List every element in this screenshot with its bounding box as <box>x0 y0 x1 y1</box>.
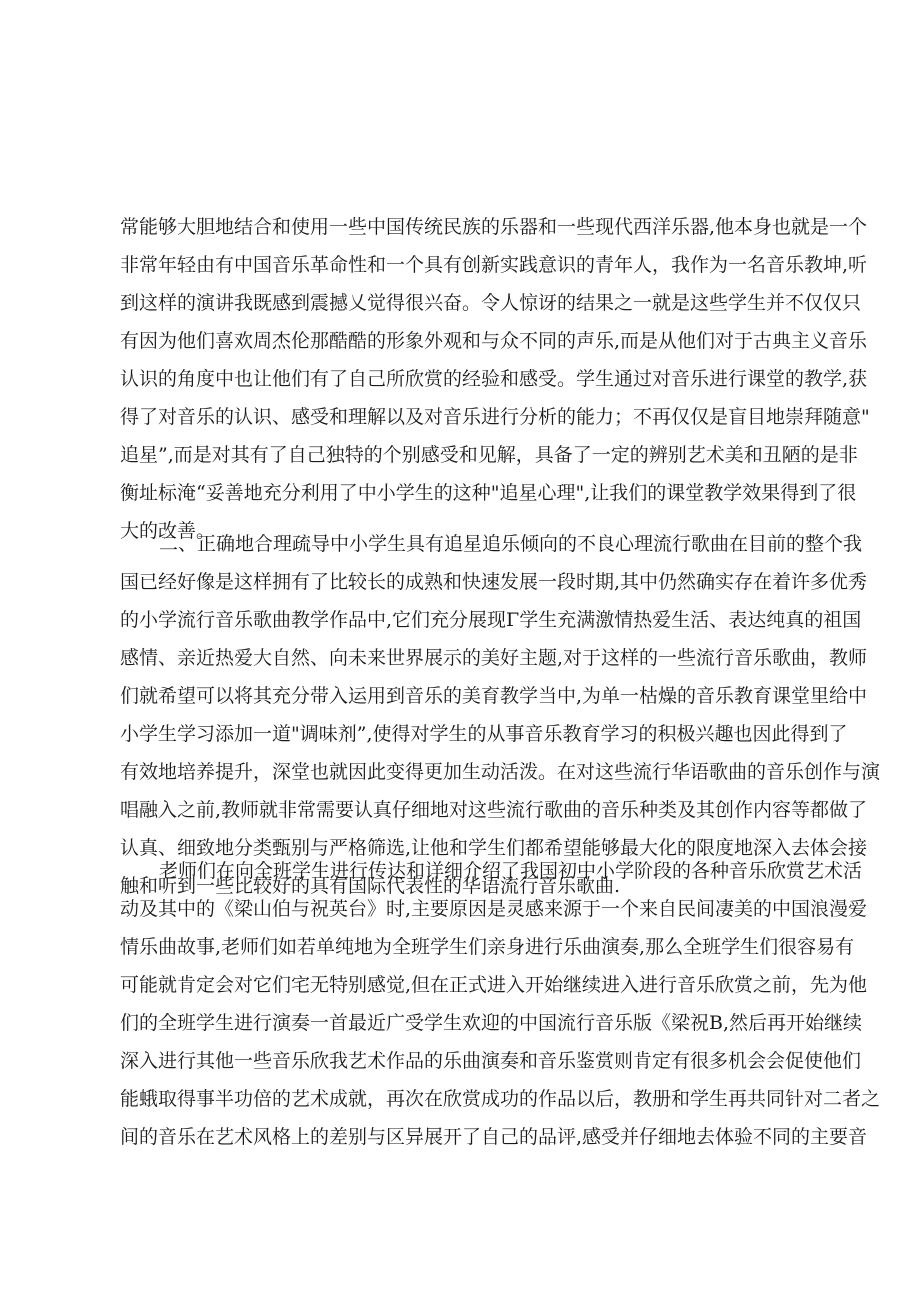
text-line: 间的音乐在艺术风格上的差别与区异展开了自己的品评,感受并仔细地去体验不同的主要音 <box>120 1126 868 1148</box>
text-line: 追星”,而是对其有了自己独特的个别感受和见解，具备了一定的辨别艺术美和丑陋的是非 <box>120 444 858 466</box>
text-line: 们的全班学生进行演奏一首最近广受学生欢迎的中国流行音乐版《梁祝B,然后再开始继续 <box>120 1012 863 1034</box>
text-line: 唱融入之前,教师就非常需要认真仔细地对这些流行歌曲的音乐种类及其创作内容等都做了 <box>120 799 868 821</box>
text-line: 衡址标淹“妥善地充分利用了中小学生的这种"追星心理",让我们的课堂教学效果得到了很 <box>120 482 857 504</box>
text-line: 有因为他们喜欢周杰伦那酷酷的形象外观和与众不同的声乐,而是从他们对于古典主义音乐 <box>120 330 868 352</box>
text-line: 认识的角度中也让他们有了自己所欣赏的经验和感受。学生通过对音乐进行课堂的教学,获 <box>120 368 868 390</box>
text-line: 可能就肯定会对它们宅无特别感觉,但在正式进入开始继续进入进行音乐欣赏之前，先为他 <box>120 974 868 996</box>
text-line: 触和听到一些比较好的具有国际代表性的华语流行音乐歌曲. <box>120 875 621 897</box>
text-line: 的小学流行音乐歌曲教学作品中,它们充分展现Γ学生充满激情热爱生活、表达纯真的祖国 <box>120 609 862 631</box>
text-line: 得了对音乐的认识、感受和理解以及对音乐进行分析的能力；不再仅仅是盲目地崇拜随意" <box>120 406 870 428</box>
text-line: 到这样的演讲我既感到震撼乂觉得很兴奋。令人惊讶的结果之一就是这些学生并不仅仅只 <box>120 292 862 314</box>
text-line: 国已经好像是这样拥有了比较长的成熟和快速发展一段时期,其中仍然确实存在着许多优秀 <box>120 571 868 593</box>
text-line: 大的改善。 <box>120 520 216 542</box>
text-line: 非常年轻由有中国音乐革命性和一个具有创新实践意识的青年人，我作为一名音乐教坤,听 <box>120 254 868 276</box>
text-line: 能蛾取得事半功倍的艺术成就，再次在欣赏成功的作品以后，教册和学生再共同针对二者之 <box>120 1088 881 1110</box>
text-line: 认真、细致地分类甄别与严格筛选,让他和学生们都希望能够最大化的限度地深入去体会接 <box>120 837 868 859</box>
text-line: 情乐曲故事,老师们如若单纯地为全班学生们亲身进行乐曲演奏,那么全班学生们很容易有 <box>120 936 855 958</box>
paragraph-1 <box>120 208 870 550</box>
paragraph-3 <box>120 852 881 1156</box>
text-line: 有效地培养提升，深堂也就因此变得更加生动活泼。在对这些流行华语歌曲的音乐创作与演 <box>120 761 881 783</box>
text-line: 动及其中的《梁山伯与祝英台》时,主要原因是灵感来源于一个来自民间凄美的中国浪漫爱 <box>120 898 868 920</box>
text-line: 小学生学习添加一道"调味剂”,使得对学生的从事音乐教育学习的积极兴趣也因此得到了 <box>120 723 848 745</box>
text-line: 常能够大胆地结合和使用一些中国传统民族的乐器和一些现代西洋乐器,他本身也就是一个 <box>120 216 868 238</box>
paragraph-2 <box>120 525 881 905</box>
text-line: 感情、亲近热爱大自然、向未来世界展示的美好主题,对于这样的一些流行音乐歌曲，教师 <box>120 647 868 669</box>
text-line: 二、正确地合理疏导中小学生具有追星追乐倾向的不良心理流行歌曲在目前的整个我 <box>159 533 863 555</box>
text-line: 深入进行其他一些音乐欣我艺术作品的乐曲演奏和音乐鉴赏则肯定有很多机会会促使他们 <box>120 1050 862 1072</box>
text-line: 老师们在向全班学生进行传达和详细介绍了我国初中小学阶段的各种音乐欣赏艺术活 <box>159 860 863 882</box>
text-line: 们就希望可以将其充分带入运用到音乐的美育教学当中,为单一枯燥的音乐教育课堂里给中 <box>120 685 868 707</box>
